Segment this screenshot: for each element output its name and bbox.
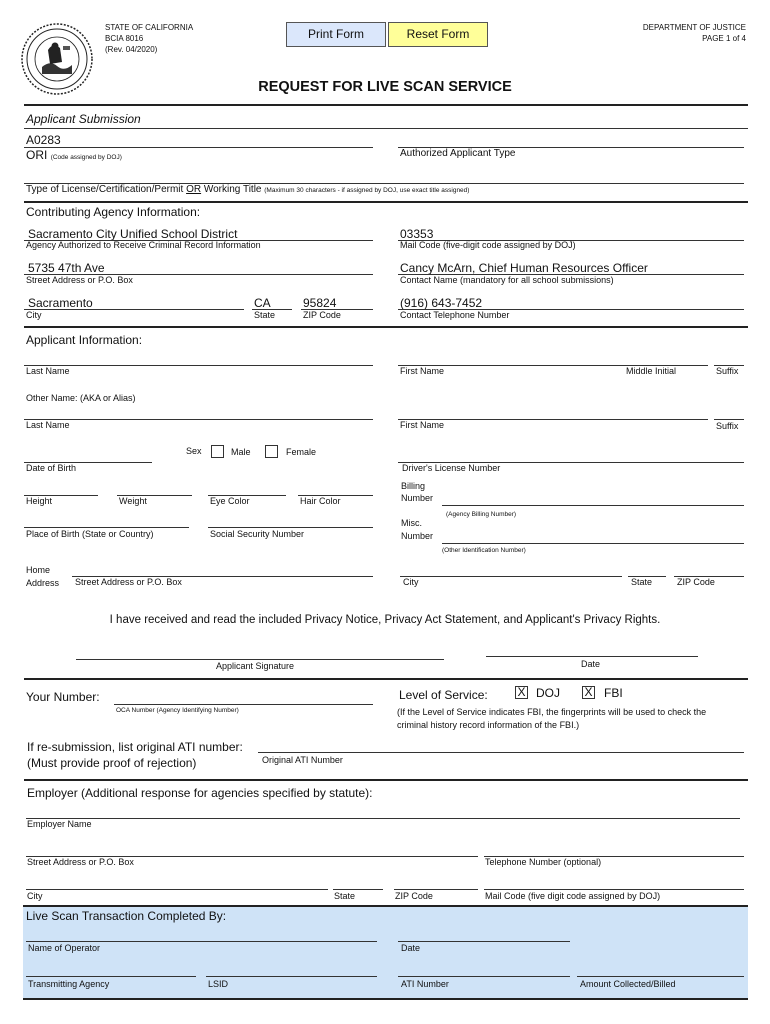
billing-label-2: Number [401,493,434,503]
misc-line [442,543,744,544]
employer-state-label: State [334,891,356,901]
home-street-label: Street Address or P.O. Box [75,577,182,587]
suffix-label: Suffix [716,366,739,376]
resubmission-label-2: (Must provide proof of rejection) [27,756,197,770]
agency-zip-value[interactable]: 95824 [303,296,337,310]
contact-name-label: Contact Name (mandatory for all school submissions) [400,275,614,285]
ssn-label: Social Security Number [210,529,305,539]
ori-note: (Code assigned by DOJ) [50,154,122,161]
misc-label-1: Misc. [401,518,422,528]
reset-form-button[interactable]: Reset Form [388,22,488,47]
billing-line [442,505,744,506]
employer-zip-label: ZIP Code [395,891,433,901]
resubmission-label-1: If re-submission, list original ATI number: [27,740,243,754]
home-zip-label: ZIP Code [677,577,715,587]
fbi-label: FBI [604,686,623,700]
alias-suffix-label: Suffix [716,421,739,431]
employer-name-line[interactable] [26,818,740,819]
last-name-line [24,365,373,366]
home-city-line [400,576,622,577]
first-name-label: First Name [400,366,445,376]
contact-phone-value[interactable]: (916) 643-7452 [400,296,483,310]
license-label [26,185,469,195]
form-revision: (Rev. 04/2020) [105,45,158,54]
agency-name-value[interactable]: Sacramento City Unified School District [28,227,238,241]
agency-state-value[interactable]: CA [254,296,271,310]
alias-first-name-label: First Name [400,420,445,430]
signature-date-line[interactable] [486,656,698,657]
signature-label: Applicant Signature [216,661,295,671]
billing-label-1: Billing [401,481,426,491]
page-number: PAGE 1 of 4 [702,34,746,43]
dob-label: Date of Birth [26,463,77,473]
submission-heading: Applicant Submission [26,112,141,126]
agency-state-label: State [254,310,276,320]
doj-label: DOJ [536,686,560,700]
middle-initial-label: Middle Initial [626,366,677,376]
employer-city-line[interactable] [26,889,328,890]
signature-date-label: Date [581,659,601,669]
mail-code-value[interactable]: 03353 [400,227,434,241]
ori-label-text: ORI [26,148,48,162]
weight-label: Weight [119,496,147,506]
hair-label: Hair Color [300,496,341,506]
live-scan-date-line[interactable] [398,941,570,942]
live-scan-date-label: Date [401,943,421,953]
applicant-heading: Applicant Information: [26,333,143,347]
fbi-note-1: (If the Level of Service indicates FBI, the fingerprints will be used to check the [397,707,707,717]
home-label-1: Home [26,565,51,575]
fbi-checkbox[interactable]: X [582,686,595,699]
your-number-label: Your Number: [26,690,100,704]
level-of-service-label: Level of Service: [399,688,488,702]
employer-zip-line[interactable] [394,889,478,890]
home-city-label: City [403,577,419,587]
employer-street-label: Street Address or P.O. Box [27,857,134,867]
contact-name-value[interactable]: Cancy McArn, Chief Human Resources Officer [400,261,648,275]
print-form-button[interactable]: Print Form [286,22,386,47]
employer-heading: Employer (Additional response for agencies specified by statute): [27,786,373,800]
ori-line [24,147,373,148]
license-note: (Maximum 30 characters - if assigned by DOJ, use exact title assigned) [264,187,470,194]
license-label-text: Type of License/Certification/Permit [26,184,184,195]
home-state-label: State [631,577,653,587]
ori-value[interactable]: A0283 [26,133,61,147]
employer-phone-label: Telephone Number (optional) [485,857,602,867]
employer-mailcode-line[interactable] [484,889,744,890]
signature-line[interactable] [76,659,444,660]
mail-code-label: Mail Code (five-digit code assigned by DOJ) [400,240,576,250]
female-checkbox[interactable] [265,445,278,458]
department-name: DEPARTMENT OF JUSTICE [642,23,746,32]
privacy-statement: I have received and read the included Privacy Notice, Privacy Act Statement, and Applicant's Privacy Rights. [109,614,661,626]
or-text: OR [186,184,202,195]
alias-last-name-line [24,419,373,420]
home-label-2: Address [26,578,60,588]
agency-city-line [24,309,244,310]
agency-street-label: Street Address or P.O. Box [26,275,133,285]
operator-line[interactable] [26,941,377,942]
title-divider [24,104,748,106]
amount-line[interactable] [577,976,744,977]
applicant-divider [24,326,748,328]
state-name: STATE OF CALIFORNIA [105,23,194,32]
pob-label: Place of Birth (State or Country) [26,529,154,539]
working-title-text: Working Title [203,184,262,195]
alias-suffix-line [714,419,744,420]
employer-mailcode-label: Mail Code (five digit code assigned by DOJ) [485,891,661,901]
transmitting-agency-line[interactable] [26,976,196,977]
alias-first-name-line [398,419,708,420]
form-title: REQUEST FOR LIVE SCAN SERVICE [258,79,512,95]
last-name-label: Last Name [26,366,70,376]
form-id: BCIA 8016 [105,34,144,43]
lsid-line[interactable] [206,976,377,977]
billing-note: (Agency Billing Number) [446,511,517,518]
ati-number-line[interactable] [398,976,570,977]
ati-number-label: ATI Number [401,979,449,989]
sex-label: Sex [186,446,202,456]
other-name-label: Other Name: (AKA or Alias) [26,393,136,403]
transmitting-agency-label: Transmitting Agency [28,979,110,989]
oca-line[interactable] [114,704,373,705]
male-label: Male [231,447,251,457]
alias-last-name-label: Last Name [26,420,70,430]
doj-checkbox[interactable]: X [515,686,528,699]
ati-label: Original ATI Number [262,755,343,765]
agency-city-value[interactable]: Sacramento [28,296,93,310]
pob-line [24,527,189,528]
ssn-line [208,527,373,528]
fbi-note-2: criminal history record information of the FBI.) [397,720,580,730]
agency-name-label: Agency Authorized to Receive Criminal Record Information [26,240,261,250]
misc-label-2: Number [401,531,434,541]
agency-street-value[interactable]: 5735 47th Ave [28,261,105,275]
ati-line[interactable] [258,752,744,753]
submission-divider [24,128,748,129]
amount-label: Amount Collected/Billed [580,979,676,989]
ori-label [26,149,122,162]
agency-divider [24,201,748,203]
dl-label: Driver's License Number [402,463,501,473]
service-divider [24,678,748,680]
applicant-type-label: Authorized Applicant Type [400,148,516,159]
agency-city-label: City [26,310,42,320]
operator-label: Name of Operator [28,943,101,953]
contact-phone-label: Contact Telephone Number [400,310,510,320]
height-label: Height [26,496,53,506]
misc-note: (Other Identification Number) [442,547,526,554]
agency-heading: Contributing Agency Information: [26,205,201,219]
employer-name-label: Employer Name [27,819,92,829]
employer-divider [24,779,748,781]
male-checkbox[interactable] [211,445,224,458]
agency-zip-label: ZIP Code [303,310,341,320]
oca-note: OCA Number (Agency Identifying Number) [116,707,239,714]
employer-state-line[interactable] [333,889,383,890]
female-label: Female [286,447,317,457]
eye-label: Eye Color [210,496,250,506]
employer-city-label: City [27,891,43,901]
live-scan-heading: Live Scan Transaction Completed By: [26,909,227,923]
lsid-label: LSID [208,979,229,989]
